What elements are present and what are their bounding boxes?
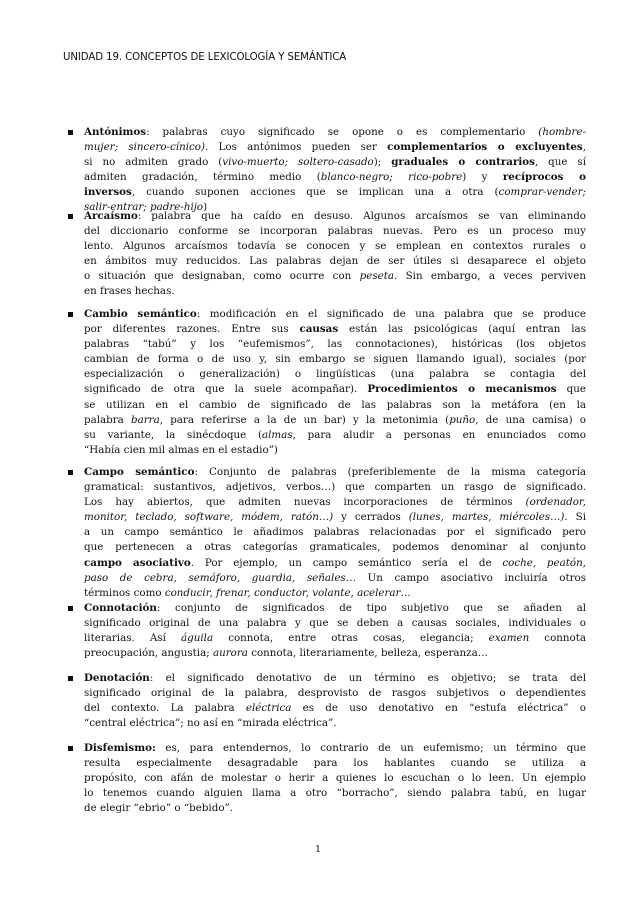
glossary-entry xyxy=(84,209,586,300)
text-run: : palabra que ha caído en desuso. Algunos arcaísmos se van eliminando xyxy=(137,210,586,222)
text-run: de elegir “ebrio” o “bebido”. xyxy=(84,802,234,815)
text-line xyxy=(84,428,586,443)
text-run: , que sí xyxy=(534,156,587,169)
text-run: , xyxy=(582,141,587,154)
text-run: : palabras cuyo significado se opone o es complementario xyxy=(146,126,539,138)
text-run: se utilizan en el cambio de significado de las palabras son la metáfora (en la xyxy=(84,398,586,411)
example-italic: monitor, teclado, software, módem, ratón…) xyxy=(84,511,334,524)
term-bold: Antónimos xyxy=(84,126,147,138)
text-run: , de una camisa) o xyxy=(475,413,587,426)
term-bold: recíprocos o xyxy=(502,171,587,184)
text-run: del contexto. La palabra xyxy=(84,702,246,715)
text-run: si no admiten grado ( xyxy=(84,156,223,169)
term-bold: Campo semántico xyxy=(84,466,195,478)
text-run: Los antónimos pueden ser xyxy=(208,141,388,154)
term-bold: Arcaísmo xyxy=(84,210,138,222)
text-run: Los hay abiertos, que admiten nuevas incorporaciones de términos xyxy=(84,496,526,509)
bullet-marker xyxy=(68,676,73,681)
text-line xyxy=(84,671,586,686)
text-run: significado de otra que la suele acompañar). xyxy=(84,383,368,396)
bullet-marker xyxy=(68,470,73,475)
text-line xyxy=(84,601,586,616)
text-line xyxy=(84,510,586,525)
example-italic: (lunes, martes, miércoles…). xyxy=(408,511,568,524)
text-run: , para referirse a la de un bar) y la metonimia ( xyxy=(159,413,450,426)
bullet-marker xyxy=(68,746,73,751)
example-italic: almas xyxy=(261,428,293,441)
text-line xyxy=(84,352,586,367)
text-run: cambian de forma o de uso y, sin embargo se siguen llamando igual), sociales (por xyxy=(84,353,586,366)
example-italic: (hombre- xyxy=(538,126,586,138)
text-line xyxy=(84,701,586,716)
example-italic: aurora xyxy=(212,647,248,660)
text-run: a un campo semántico le añadimos palabras relacionadas por el significado pero xyxy=(84,526,586,539)
example-italic: comprar-vender; xyxy=(498,186,586,199)
text-run: , para aludir a personas en enunciados como xyxy=(292,428,586,441)
text-run: ); xyxy=(373,156,392,169)
text-run: palabras “tabú” y los “eufemismos”, las connotaciones), históricas (los objetos xyxy=(84,338,586,351)
text-line xyxy=(84,337,586,352)
term-bold: Disfemismo: xyxy=(84,742,156,754)
text-run: que xyxy=(556,383,586,396)
text-run: “Había cien mil almas en el estadio”) xyxy=(84,443,278,456)
text-line xyxy=(84,571,586,586)
text-run: admiten gradación, término medio ( xyxy=(84,171,321,184)
text-line xyxy=(84,125,586,140)
term-bold: Cambio semántico xyxy=(84,308,197,320)
bullet-marker xyxy=(68,312,73,317)
glossary-entry xyxy=(84,125,586,216)
text-line xyxy=(84,307,586,322)
text-run: . Sin embargo, a veces perviven xyxy=(393,270,586,283)
page-header: UNIDAD 19. CONCEPTOS DE LEXICOLOGÍA Y SEMÁNTICA xyxy=(63,52,347,63)
text-line xyxy=(84,556,586,571)
text-run: gramatical: sustantivos, adjetivos, verbos…) que comparten un rasgo de significado. xyxy=(84,481,586,494)
text-run: en ámbitos muy reducidos. Las palabras dejan de ser útiles si desaparece el objeto xyxy=(84,255,586,268)
term-bold: Denotación xyxy=(84,672,150,684)
text-run: : conjunto de significados de tipo subjetivo que se añaden al xyxy=(156,602,586,614)
text-run: que pertenecen a otras categorías gramaticales, podemos denominar al conjunto xyxy=(84,541,586,554)
text-run: resulta especialmente desagradable para los hablantes cuando se utiliza a xyxy=(84,757,586,770)
text-line xyxy=(84,398,586,413)
text-run: ) xyxy=(203,201,208,214)
text-line xyxy=(84,741,586,756)
text-run: “central eléctrica”; no así en “mirada eléctrica”. xyxy=(84,717,337,730)
text-run: o situación que designaban, como ocurre con xyxy=(84,270,360,283)
text-line xyxy=(84,170,586,185)
text-line xyxy=(84,801,586,816)
text-run: connota, literariamente, belleza, esperanza… xyxy=(247,647,489,660)
text-run: lento. Algunos arcaísmos todavía se conocen y se emplean en contextos rurales o xyxy=(84,240,586,253)
example-italic: eléctrica xyxy=(245,702,292,715)
example-italic: blanco-negro; rico-pobre xyxy=(320,171,463,184)
example-italic: peseta xyxy=(359,270,394,283)
text-line xyxy=(84,525,586,540)
term-bold: campo asociativo xyxy=(84,556,191,569)
text-line xyxy=(84,480,586,495)
text-run: términos como xyxy=(84,586,165,599)
text-run: por diferentes razones. Entre sus xyxy=(84,323,300,336)
bullet-marker xyxy=(68,130,73,135)
example-italic: águila xyxy=(181,632,214,645)
text-line xyxy=(84,284,586,299)
text-line xyxy=(84,631,586,646)
term-bold: graduales o contrarios xyxy=(391,156,535,169)
bullet-marker xyxy=(68,214,73,219)
term-bold: Procedimientos o mecanismos xyxy=(367,383,557,396)
text-run: del diccionario conforme se incorporan palabras nuevas. Pero es un proceso muy xyxy=(84,225,586,238)
text-line xyxy=(84,367,586,382)
text-line xyxy=(84,495,586,510)
example-italic: mujer; sincero-cínico). xyxy=(84,141,209,154)
example-italic: barra xyxy=(131,413,160,426)
text-run: ) y xyxy=(462,171,503,184)
example-italic: puño xyxy=(449,413,476,426)
text-run: . Por ejemplo, un campo semántico sería el de xyxy=(190,556,503,569)
text-run: , cuando suponen acciones que se implican una a otra ( xyxy=(131,186,499,199)
text-run: … Un campo asociativo incluiría otros xyxy=(345,571,586,584)
glossary-entry xyxy=(84,465,586,601)
text-line xyxy=(84,269,586,284)
term-bold: inversos xyxy=(84,186,132,199)
example-italic: conducir, frenar, conductor, volante, acelerar… xyxy=(164,586,411,599)
text-run: preocupación, angustia; xyxy=(84,647,213,660)
page-number: 1 xyxy=(315,844,322,855)
text-run: es, para entendernos, lo contrario de un eufemismo; un término que xyxy=(155,742,586,754)
text-line xyxy=(84,756,586,771)
text-run: significado original de una palabra y que se deben a causas sociales, individuales o xyxy=(84,617,586,630)
text-run: y cerrados xyxy=(333,511,409,524)
text-line xyxy=(84,443,586,458)
text-line xyxy=(84,716,586,731)
text-run: en frases hechas. xyxy=(84,285,175,298)
text-line xyxy=(84,155,586,170)
term-bold: complementarios o excluyentes xyxy=(387,141,583,154)
text-run: Si xyxy=(567,511,586,524)
text-run: connota xyxy=(529,632,587,645)
text-run: propósito, con afán de molestar o herir a quienes lo escuchan o lo leen. Un ejemplo xyxy=(84,772,586,785)
text-line xyxy=(84,586,586,601)
text-run: : Conjunto de palabras (preferiblemente de la misma categoría xyxy=(194,466,587,478)
text-run: lo tenemos cuando alguien llama a otro “borracho”, siendo palabra tabú, en lugar xyxy=(84,787,586,800)
glossary-entry xyxy=(84,601,586,661)
text-run: están las psicológicas (aquí entran las xyxy=(338,323,586,336)
text-run: su variante, la sinécdoque ( xyxy=(84,428,262,441)
text-line xyxy=(84,540,586,555)
example-italic: (ordenador, xyxy=(525,496,586,509)
text-line xyxy=(84,254,586,269)
text-line xyxy=(84,140,586,155)
example-italic: paso de cebra, semáforo, guardia, señales xyxy=(84,571,346,584)
glossary-entry xyxy=(84,671,586,731)
text-line xyxy=(84,771,586,786)
text-line xyxy=(84,465,586,480)
text-line xyxy=(84,382,586,397)
text-line xyxy=(84,413,586,428)
text-line xyxy=(84,686,586,701)
text-run: es de uso denotativo en “estufa eléctrica” o xyxy=(291,702,586,715)
term-bold: causas xyxy=(299,323,339,336)
example-italic: examen xyxy=(488,632,530,645)
example-italic: coche, peatón, xyxy=(502,556,586,569)
term-bold: Connotación xyxy=(84,602,157,614)
text-line xyxy=(84,646,586,661)
bullet-marker xyxy=(68,606,73,611)
text-run: : modificación en el significado de una palabra que se produce xyxy=(196,308,586,320)
text-line xyxy=(84,185,586,200)
text-run: : el significado denotativo de un término es objetivo; se trata del xyxy=(149,672,586,684)
glossary-entry xyxy=(84,741,586,816)
text-line xyxy=(84,322,586,337)
text-line xyxy=(84,224,586,239)
text-line xyxy=(84,616,586,631)
text-line xyxy=(84,209,586,224)
text-run: palabra xyxy=(84,413,132,426)
example-italic: salir-entrar; padre-hijo xyxy=(84,201,204,214)
text-run: connota, entre otras cosas, elegancia; xyxy=(213,632,489,645)
glossary-entry xyxy=(84,307,586,458)
text-run: significado original de la palabra, desprovisto de rasgos subjetivos o dependientes xyxy=(84,687,586,700)
example-italic: vivo-muerto; soltero-casado xyxy=(222,156,374,169)
text-line xyxy=(84,786,586,801)
text-run: especialización o generalización) o lingüísticas (una palabra se contagia del xyxy=(84,368,586,381)
text-line xyxy=(84,239,586,254)
text-run: literarias. Así xyxy=(84,632,181,645)
